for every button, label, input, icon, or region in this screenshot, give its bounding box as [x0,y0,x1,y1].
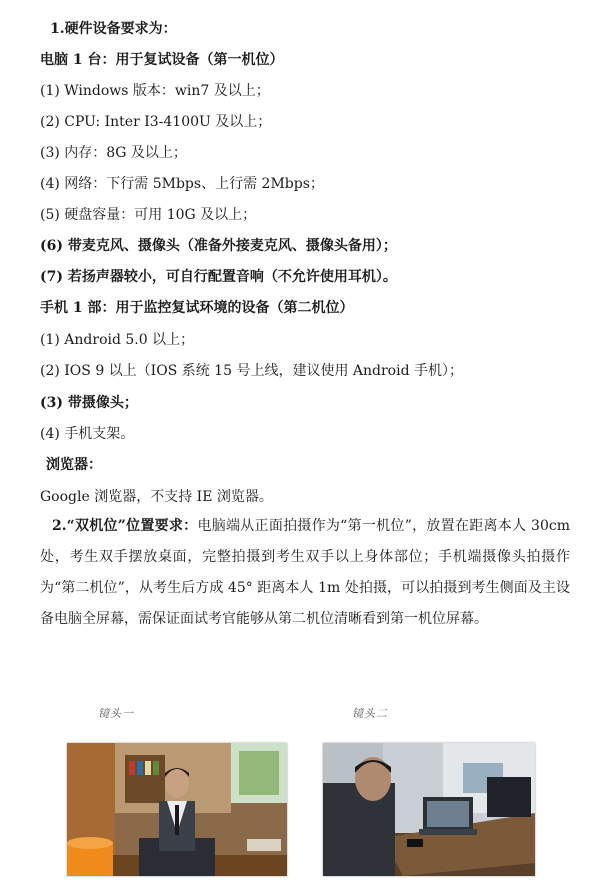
browser-text: Google 浏览器，不支持 IE 浏览器。 [40,489,273,505]
exam-room-front-image [67,743,287,876]
pc-item: (5) 硬盘容量：可用 10G 及以上； [40,207,257,223]
hardware-title: 1.硬件设备要求为： [50,21,177,37]
pc-item: (7) 若扬声器较小，可自行配置音响（不允许使用耳机）。 [40,269,397,285]
position-text: 电脑端从正面拍摄作为“第一机位”，放置在距离本人 30cm 处，考生双手摆放桌面，完整拍摄到考生双手以上身体部位；手机端摄像头拍摄作为“第二机位”，从考生后方成 45° 距离本人 1m 处拍摄，可以拍摄到考生侧面及主设备电脑全屏幕，需保证面试考官能够从第二机位清晰看到第一机位屏幕。 [40,518,570,627]
camera-one-photo [67,743,287,876]
pc-title: 电脑 1 台：用于复试设备（第一机位） [40,52,284,68]
camera-two-photo [323,743,535,876]
exam-room-rear-image [323,743,535,876]
pc-item: (1) Windows 版本：win7 及以上； [40,83,270,99]
caption-right: 镜头二 [352,707,388,720]
pc-item: (4) 网络：下行需 5Mbps、上行需 2Mbps； [40,176,324,192]
phone-item: (2) IOS 9 以上（IOS 系统 15 号上线，建议使用 Android 手机）； [40,363,463,379]
pc-item: (3) 内存：8G 及以上； [40,145,187,161]
pc-item: (2) CPU: Inter I3-4100U 及以上； [40,114,272,130]
pc-item: (6) 带麦克风、摄像头（准备外接麦克风、摄像头备用）； [40,238,397,254]
phone-item: (3) 带摄像头； [40,395,138,411]
position-title: 2.“双机位”位置要求： [52,518,198,534]
phone-item: (4) 手机支架。 [40,426,135,442]
position-paragraph [40,511,570,635]
browser-title: 浏览器： [46,457,102,473]
caption-left: 镜头一 [98,707,134,720]
phone-title: 手机 1 部：用于监控复试环境的设备（第二机位） [40,300,354,316]
phone-item: (1) Android 5.0 以上； [40,332,195,348]
